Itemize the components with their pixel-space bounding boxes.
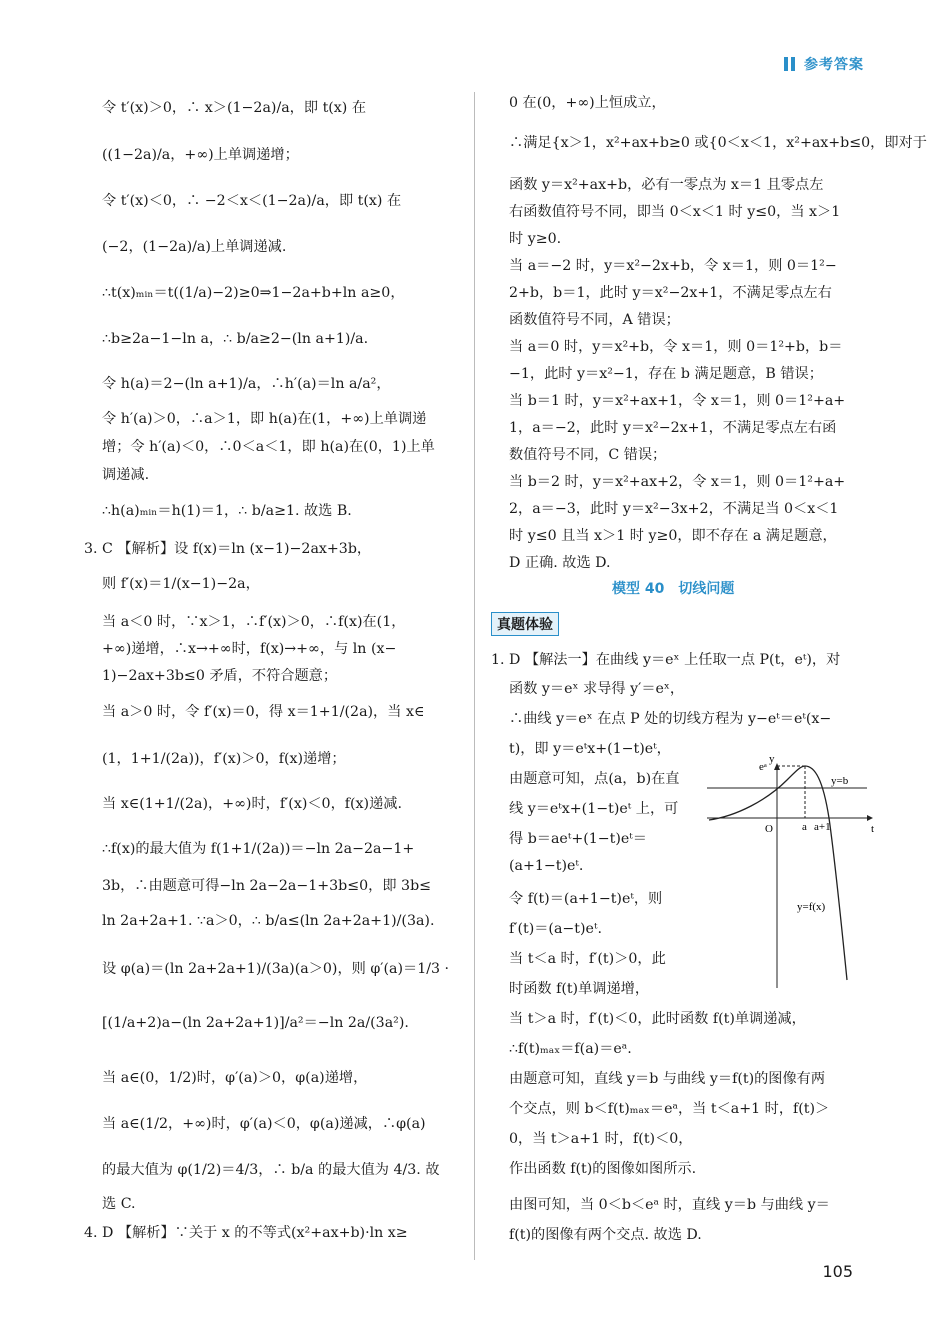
text-line: 令 t′(x)＜0，∴ −2＜x＜(1−2a)/a，即 t(x) 在 [102, 193, 402, 209]
text-line: ∴b≥2a−1−ln a，∴ b/a≥2−(ln a+1)/a. [102, 331, 369, 347]
text-line: 线 y＝eᵗx+(1−t)eᵗ 上，可 [509, 801, 679, 817]
text-line-question: 4. D 【解析】∵关于 x 的不等式(x²+ax+b)·ln x≥ [84, 1225, 408, 1241]
column-divider [474, 92, 475, 1260]
text-line: 时 y≤0 且当 x＞1 时 y≥0，即不存在 a 满足题意， [509, 528, 837, 544]
text-line: ∴t(x)ₘᵢₙ＝t((1/a)−2)≥0⇒1−2a+b+ln a≥0， [102, 285, 405, 301]
text-line: 当 b＝2 时，y＝x²+ax+2，令 x＝1，则 0＝1²+a+ [509, 474, 846, 490]
text-line: 令 h(a)＝2−(ln a+1)/a，∴h′(a)＝ln a/a²， [102, 376, 391, 392]
text-line: 的最大值为 φ(1/2)＝4/3，∴ b/a 的最大值为 4/3. 故 [102, 1162, 440, 1178]
text-line: 数值符号不同，C 错误； [509, 447, 667, 463]
header-bars-icon [784, 57, 798, 73]
text-line: 由图可知，当 0＜b＜eᵃ 时，直线 y＝b 与曲线 y＝ [509, 1197, 830, 1213]
text-line: f(t)的图像有两个交点. 故选 D. [509, 1227, 702, 1243]
text-line: 2，a＝−3，此时 y＝x²−3x+2，不满足当 0＜x＜1 [509, 501, 839, 517]
text-line: ∴h(a)ₘᵢₙ＝h(1)＝1，∴ b/a≥1. 故选 B. [102, 503, 352, 519]
graph-t-arrow-icon [867, 815, 873, 821]
graph-origin-label: O [765, 823, 773, 835]
graph-peak-label: eᵃ [759, 761, 767, 773]
text-line-question: 3. C 【解析】设 f(x)＝ln (x−1)−2ax+3b， [84, 541, 372, 557]
text-line: 作出函数 f(t)的图像如图所示. [509, 1161, 697, 1177]
text-line: 时 y≥0. [509, 231, 562, 247]
text-line: 得 b＝aeᵗ+(1−t)eᵗ＝ [509, 831, 647, 847]
text-line: 令 h′(a)＞0，∴a＞1，即 h(a)在(1，+∞)上单调递 [102, 411, 427, 427]
text-line-question: 1. D 【解法一】在曲线 y＝eˣ 上任取一点 P(t，eᵗ)，对 [491, 652, 841, 668]
graph-curve-label: y=f(x) [797, 901, 826, 913]
graph-line-label: y=b [831, 775, 849, 787]
text-line: 调递减. [102, 467, 150, 483]
text-line: 时函数 f(t)单调递增， [509, 981, 650, 997]
text-line: ∴曲线 y＝eˣ 在点 P 处的切线方程为 y−eᵗ＝eᵗ(x− [509, 711, 832, 727]
text-line: 选 C. [102, 1196, 136, 1212]
model-title: 模型 40 切线问题 [612, 581, 735, 597]
graph-tick-a: a [802, 821, 807, 833]
graph-t-label: t [871, 823, 875, 835]
header-section-tag [784, 54, 864, 74]
text-line: ((1−2a)/a，+∞)上单调递增； [102, 147, 299, 163]
graph-curve-f [709, 766, 847, 980]
text-line: 当 b＝1 时，y＝x²+ax+1，令 x＝1，则 0＝1²+a+ [509, 393, 846, 409]
text-line: 增；令 h′(a)＜0，∴0＜a＜1，即 h(a)在(0，1)上单 [102, 439, 435, 455]
text-line: 当 a＝−2 时，y＝x²−2x+b，令 x＝1，则 0＝1²− [509, 258, 837, 274]
text-line: 当 a＝0 时，y＝x²+b，令 x＝1，则 0＝1²+b，b＝ [509, 339, 843, 355]
function-graph [707, 753, 877, 990]
text-line: 0，当 t＞a+1 时，f(t)＜0， [509, 1131, 693, 1147]
text-line: 2+b，b＝1，此时 y＝x²−2x+1，不满足零点左右 [509, 285, 832, 301]
text-line: ∴f(x)的最大值为 f(1+1/(2a))＝−ln 2a−2a−1+ [102, 841, 415, 857]
text-line: 个交点，则 b＜f(t)ₘₐₓ＝eᵃ，当 t＜a+1 时，f(t)＞ [509, 1101, 830, 1117]
header-tag-text: 参考答案 [804, 57, 864, 73]
text-line: 当 x∈(1+1/(2a)，+∞)时，f′(x)＜0，f(x)递减. [102, 796, 402, 812]
text-line: ln 2a+2a+1. ∵a＞0，∴ b/a≤(ln 2a+2a+1)/(3a). [102, 913, 435, 929]
text-line: 当 a＜0 时，∵x＞1，∴f′(x)＞0，∴f(x)在(1， [102, 614, 406, 630]
text-line: 令 f(t)＝(a+1−t)eᵗ，则 [509, 891, 663, 907]
text-line: (−2，(1−2a)/a)上单调递减. [102, 239, 287, 255]
text-line: 右函数值符号不同，即当 0＜x＜1 时 y≤0，当 x＞1 [509, 204, 841, 220]
text-line: f′(t)＝(a−t)eᵗ. [509, 921, 602, 937]
text-line: 则 f′(x)＝1/(x−1)−2a， [102, 576, 260, 592]
text-line: 函数值符号不同，A 错误； [509, 312, 680, 328]
text-line: (a+1−t)eᵗ. [509, 858, 584, 874]
text-line: +∞)递增，∴x→+∞时，f(x)→+∞，与 ln (x− [102, 641, 397, 657]
text-line: 函数 y＝eˣ 求导得 y′＝eˣ， [509, 681, 685, 697]
graph-tick-a1: a+1 [814, 821, 831, 833]
graph-y-label: y [769, 753, 775, 765]
text-line: ∴f(t)ₘₐₓ＝f(a)＝eᵃ. [509, 1041, 632, 1057]
text-line: [(1/a+2)a−(ln 2a+2a+1)]/a²＝−ln 2a/(3a²). [102, 1015, 409, 1031]
text-line: t)，即 y＝eᵗx+(1−t)eᵗ， [509, 741, 671, 757]
page-number: 105 [822, 1262, 853, 1281]
text-line: 当 a＞0 时，令 f′(x)＝0，得 x＝1+1/(2a)，当 x∈ [102, 704, 425, 720]
text-line: (1，1+1/(2a))，f′(x)＞0，f(x)递增； [102, 751, 346, 767]
text-line: 当 a∈(1/2，+∞)时，φ′(a)＜0，φ(a)递减，∴φ(a) [102, 1116, 426, 1132]
text-line: ∴满足{x＞1，x²+ax+b≥0 或{0＜x＜1，x²+ax+b≤0，即对于 [509, 135, 927, 151]
text-line: D 正确. 故选 D. [509, 555, 611, 571]
text-line: −1，此时 y＝x²−1，存在 b 满足题意，B 错误； [509, 366, 823, 382]
text-line: 设 φ(a)＝(ln 2a+2a+1)/(3a)(a＞0)，则 φ′(a)＝1/3 · [102, 961, 450, 977]
text-line: 1)−2ax+3b≤0 矛盾，不符合题意； [102, 668, 338, 684]
text-line: 3b，∴由题意可得−ln 2a−2a−1+3b≤0，即 3b≤ [102, 878, 432, 894]
text-line: 由题意可知，点(a，b)在直 [509, 771, 680, 787]
text-line: 当 t＜a 时，f′(t)＞0，此 [509, 951, 666, 967]
text-line: 当 a∈(0，1/2)时，φ′(a)＞0，φ(a)递增， [102, 1070, 368, 1086]
text-line: 函数 y＝x²+ax+b，必有一零点为 x＝1 且零点左 [509, 177, 824, 193]
text-line: 当 t＞a 时，f′(t)＜0，此时函数 f(t)单调递减， [509, 1011, 806, 1027]
text-line: 1，a＝−2，此时 y＝x²−2x+1，不满足零点左右函 [509, 420, 837, 436]
text-line: 0 在(0，+∞)上恒成立， [509, 95, 666, 111]
section-label: 真题体验 [491, 612, 559, 636]
text-line: 由题意可知，直线 y＝b 与曲线 y＝f(t)的图像有两 [509, 1071, 826, 1087]
text-line: 令 t′(x)＞0，∴ x＞(1−2a)/a，即 t(x) 在 [102, 100, 367, 116]
